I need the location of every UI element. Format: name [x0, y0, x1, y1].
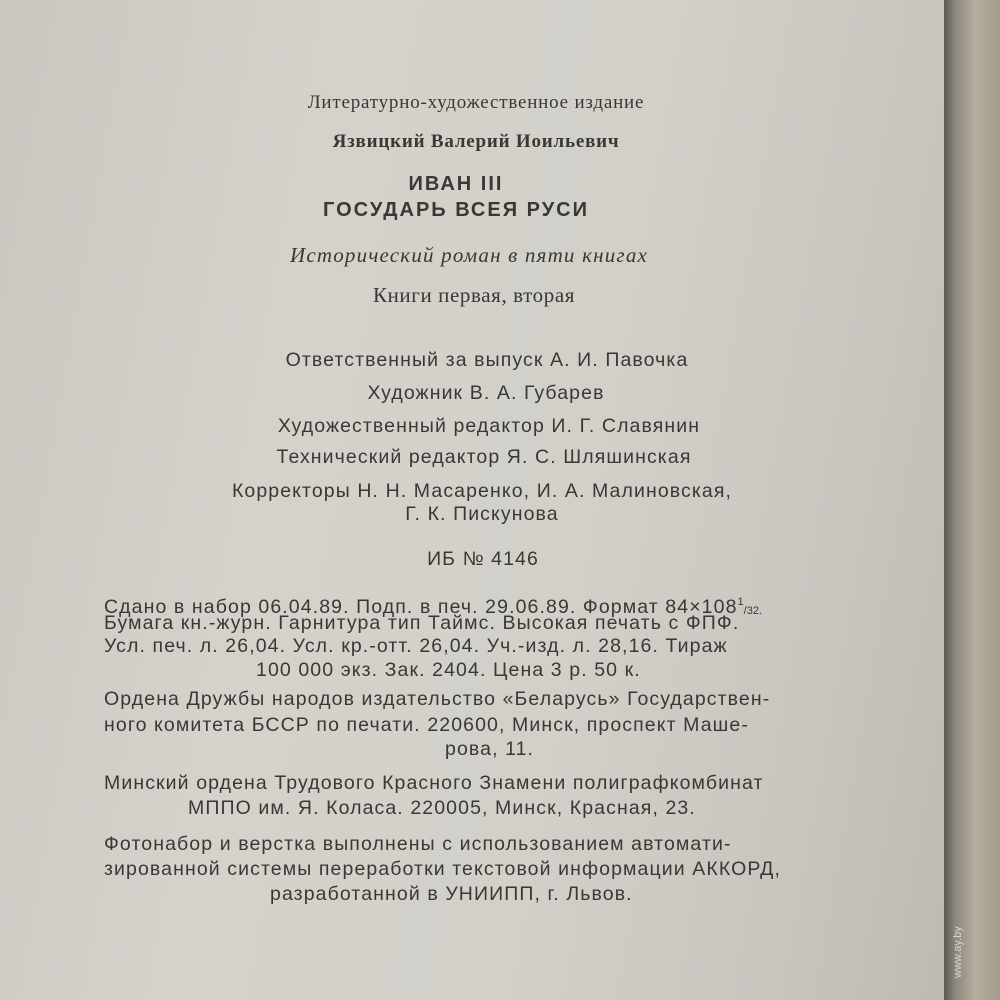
credit-line: Ответственный за выпуск А. И. Павочка: [285, 349, 689, 371]
credit-line: Художественный редактор И. Г. Славянин: [277, 415, 701, 437]
title-line-1: ИВАН III: [408, 173, 504, 195]
print-specs-line: Бумага кн.-журн. Гарнитура тип Таймс. Высокая печать с ФПФ.: [104, 612, 740, 634]
credit-line: Г. К. Пискунова: [405, 503, 559, 525]
typesetting-line: зированной системы переработки текстовой информации АККОРД,: [104, 858, 781, 880]
publisher-line: ного комитета БССР по печати. 220600, Минск, проспект Маше-: [104, 714, 749, 736]
printer-line: МППО им. Я. Коласа. 220005, Минск, Красная, 23.: [188, 797, 696, 819]
credit-line: Художник В. А. Губарев: [367, 382, 605, 404]
author-name: Язвицкий Валерий Иоильевич: [332, 131, 620, 152]
publisher-line: Ордена Дружбы народов издательство «Беларусь» Государствен-: [104, 688, 771, 710]
subtitle: Исторический роман в пяти книгах: [289, 243, 649, 267]
ib-number: ИБ № 4146: [427, 548, 539, 570]
print-specs-line: 100 000 экз. Зак. 2404. Цена 3 р. 50 к.: [256, 659, 641, 681]
title-line-2: ГОСУДАРЬ ВСЕЯ РУСИ: [323, 199, 589, 221]
credit-line: Корректоры Н. Н. Масаренко, И. А. Малиновская,: [231, 480, 733, 502]
typesetting-line: Фотонабор и верстка выполнены с использованием автомати-: [104, 833, 732, 855]
books-note: Книги первая, вторая: [372, 283, 576, 307]
printer-line: Минский ордена Трудового Красного Знамени полиграфкомбинат: [104, 772, 764, 794]
typesetting-line: разработанной в УНИИПП, г. Львов.: [270, 883, 633, 905]
publisher-line: рова, 11.: [445, 738, 535, 760]
print-specs-line: Усл. печ. л. 26,04. Усл. кр.-отт. 26,04. Уч.-изд. л. 28,16. Тираж: [104, 635, 728, 657]
credit-line: Технический редактор Я. С. Шляшинская: [276, 446, 692, 468]
book-spine-shadow: [944, 0, 1000, 1000]
edition-type: Литературно-художественное издание: [307, 92, 645, 113]
print-specs-line: Сдано в набор 06.04.89. Подп. в печ. 29.06.89. Формат $84\times 108^1_{/32.}$: [104, 596, 763, 618]
watermark-text: www.ay.by: [952, 926, 964, 978]
